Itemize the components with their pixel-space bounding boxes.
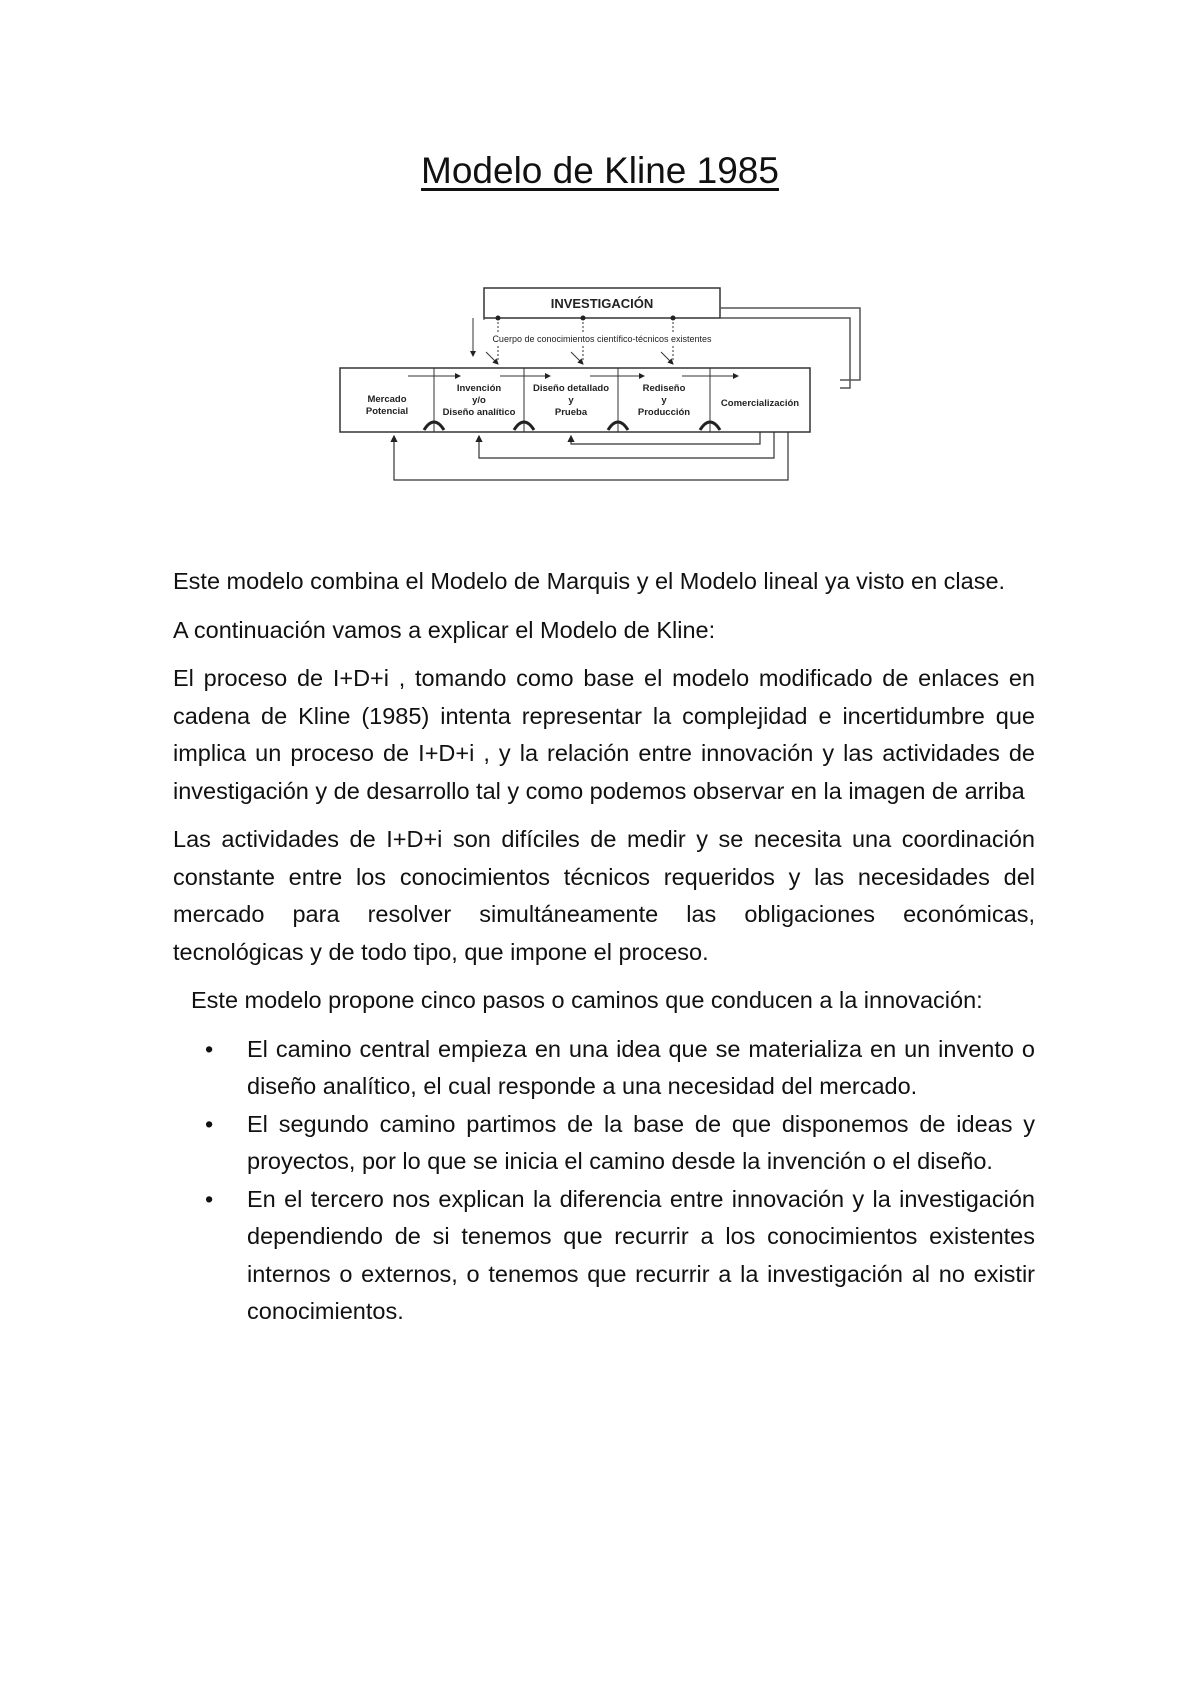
page-title: Modelo de Kline 1985	[421, 150, 779, 191]
svg-text:y/o: y/o	[472, 395, 486, 406]
body-text	[173, 563, 1035, 1331]
svg-text:Producción: Producción	[637, 407, 691, 418]
paths-list	[173, 1031, 1035, 1331]
svg-text:Potencial: Potencial	[365, 406, 409, 417]
svg-text:Rediseño: Rediseño	[642, 383, 686, 394]
stage-comercializacion	[721, 398, 799, 409]
knowledge-label: Cuerpo de conocimientos científico-técnicos existentes	[492, 334, 712, 344]
svg-text:Invención: Invención	[456, 383, 502, 394]
svg-text:Diseño detallado: Diseño detallado	[532, 383, 610, 394]
paragraph-five-paths: Este modelo propone cinco pasos o caminos que conducen a la innovación:	[191, 987, 983, 1013]
kline-model-diagram	[338, 284, 862, 510]
list-item: • El segundo camino partimos de la base de que disponemos de ideas y proyectos, por lo que se inicia el camino desde la invención o el diseño.	[173, 1106, 1035, 1181]
paragraph-process: El proceso de I+D+i , tomando como base el modelo modificado de enlaces en cadena de Kline (1985) intenta representar la complejidad e incertidumbre que implica un proceso de I+D+i , y la relación entre innovación y las actividades de investigación y de desarrollo tal y como podemos observar en la imagen de arriba	[173, 665, 1035, 804]
list-item: • El camino central empieza en una idea que se materializa en un invento o diseño analítico, el cual responde a una necesidad del mercado.	[173, 1031, 1035, 1106]
paragraph-explain: A continuación vamos a explicar el Modelo de Kline:	[173, 616, 716, 643]
paragraph-intro: Este modelo combina el Modelo de Marquis y el Modelo lineal ya visto en clase.	[173, 568, 1006, 594]
paragraph-activities: Las actividades de I+D+i son difíciles de medir y se necesita una coordinación constante entre los conocimientos técnicos requeridos y las necesidades del mercado para resolver simultáneamente las obligaciones económicas, tecnológicas y de todo tipo, que impone el proceso.	[173, 826, 1035, 965]
bullet-icon: •	[205, 1110, 214, 1137]
list-item: • En el tercero nos explican la diferencia entre innovación y la investigación dependiendo de si tenemos que recurrir a los conocimientos existentes internos o externos, o tenemos que recurrir a la investigación al no existir conocimientos.	[173, 1181, 1035, 1331]
bullet-icon: •	[205, 1035, 214, 1062]
svg-text:Diseño analítico: Diseño analítico	[442, 407, 516, 418]
bullet-icon: •	[205, 1185, 214, 1212]
svg-text:Comercialización: Comercialización	[720, 398, 800, 409]
svg-text:Mercado: Mercado	[367, 394, 407, 405]
investigation-label: INVESTIGACIÓN	[550, 296, 654, 311]
svg-text:Prueba: Prueba	[554, 407, 588, 418]
svg-text:y: y	[568, 395, 574, 406]
svg-text:y: y	[661, 395, 667, 406]
stage-mercado	[366, 394, 408, 417]
